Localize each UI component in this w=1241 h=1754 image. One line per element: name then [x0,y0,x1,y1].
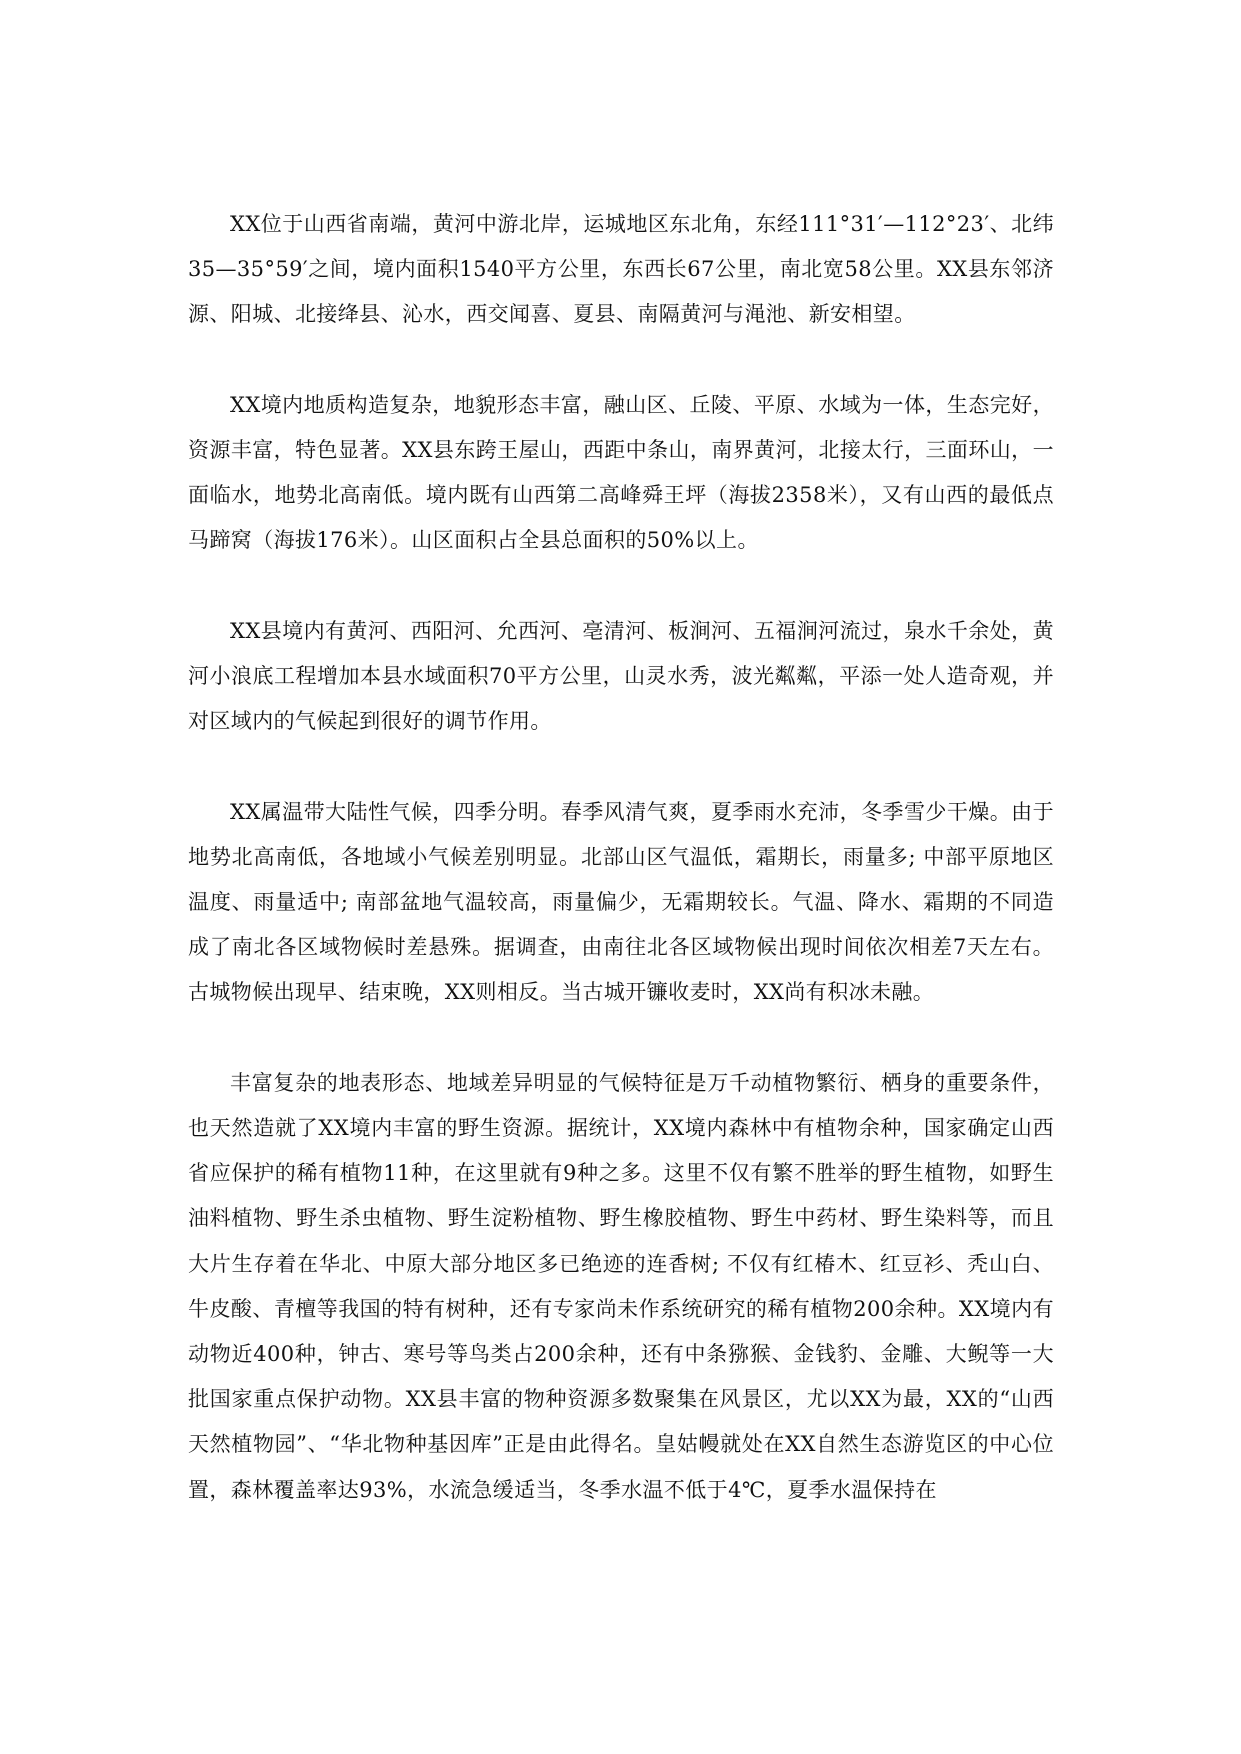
paragraph-wildlife: 丰富复杂的地表形态、地域差异明显的气候特征是万千动植物繁衍、栖身的重要条件，也天然造就了XX境内丰富的野生资源。据统计，XX境内森林中有植物余种，国家确定山西省应保护的稀有植物11种，在这里就有9种之多。这里不仅有繁不胜举的野生植物，如野生油料植物、野生杀虫植物、野生淀粉植物、野生橡胶植物、野生中药材、野生染料等，而且大片生存着在华北、中原大部分地区多已绝迹的连香树; 不仅有红椿木、红豆衫、秃山白、牛皮酸、青檀等我国的特有树种，还有专家尚未作系统研究的稀有植物200余种。XX境内有动物近400种，钟古、寒号等鸟类占200余种，还有中条猕猴、金钱豹、金雕、大鲵等一大批国家重点保护动物。XX县丰富的物种资源多数聚集在风景区，尤以XX为最，XX的“山西天然植物园”、“华北物种基因库”正是由此得名。皇姑幔就处在XX自然生态游览区的中心位置，森林覆盖率达93%，水流急缓适当，冬季水温不低于4℃，夏季水温保持在 [188,1070,1054,1502]
paragraph-rivers: XX县境内有黄河、西阳河、允西河、亳清河、板涧河、五福涧河流过，泉水千余处，黄河小浪底工程增加本县水域面积70平方公里，山灵水秀，波光粼粼，平添一处人造奇观，并对区域内的气候起到很好的调节作用。 [188,618,1054,734]
paragraph-climate: XX属温带大陆性气候，四季分明。春季风清气爽，夏季雨水充沛，冬季雪少干燥。由于地势北高南低，各地域小气候差别明显。北部山区气温低，霜期长，雨量多; 中部平原地区温度、雨量适中; 南部盆地气温较高，雨量偏少，无霜期较长。气温、降水、霜期的不同造成了南北各区域物候时差悬殊。据调查，由南往北各区域物候出现时间依次相差7天左右。古城物候出现早、结束晚，XX则相反。当古城开镰收麦时，XX尚有积冰未融。 [188,799,1054,1005]
paragraph-geology: XX境内地质构造复杂，地貌形态丰富，融山区、丘陵、平原、水域为一体，生态完好，资源丰富，特色显著。XX县东跨王屋山，西距中条山，南界黄河，北接太行，三面环山，一面临水，地势北高南低。境内既有山西第二高峰舜王坪（海拔2358米），又有山西的最低点马蹄窝（海拔176米）。山区面积占全县总面积的50%以上。 [188,392,1054,553]
document-body [188,202,1054,1513]
paragraph-location: XX位于山西省南端，黄河中游北岸，运城地区东北角，东经111°31′—112°23′、北纬35—35°59′之间，境内面积1540平方公里，东西长67公里，南北宽58公里。XX县东邻济源、阳城、北接绛县、沁水，西交闻喜、夏县、南隔黄河与渑池、新安相望。 [188,212,1054,327]
